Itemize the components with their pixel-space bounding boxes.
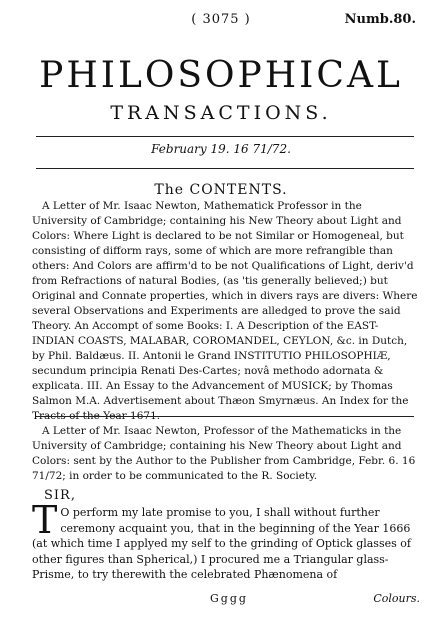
journal-title: PHILOSOPHICAL: [39, 55, 403, 96]
divider-top: [36, 136, 414, 137]
letter-intro-text: A Letter of Mr. Isaac Newton, Professor of the Mathematicks in the University of Cambridge; containing his New Theory about Light and Colors: sent by the Author to the Publisher from Cambridge, Febr. 6. 16 71/72; in order to be communicated to the R. Society.: [32, 425, 416, 482]
divider-contents: [36, 416, 414, 417]
salutation: SIR,: [44, 488, 76, 503]
issue-date: February 19. 16 71/72.: [151, 142, 291, 156]
journal-subtitle: TRANSACTIONS.: [110, 102, 332, 124]
letter-text: O perform my late promise to you, I shall without further ceremony acquaint you, that in the beginning of the Year 1666 (at which time I applyed my self to the grinding of Optick glasses of other figures than Spherical,) I procured me a Triangular glass-Prisme, to try therewith the celebrated Phænomena of: [32, 506, 411, 581]
letter-body: [32, 498, 420, 583]
contents-text: A Letter of Mr. Isaac Newton, Mathematick Professor in the University of Cambridge; containing his New Theory about Light and Colors: Where Light is declared to be not Similar or Homogeneal, but consisting of difform rays, some of which are more refrangible than others: And Colors are affirm'd to be not Qualifications of Light, deriv'd from Refractions of natural Bodies, (as 'tis generally believed;) but Original and Connate properties, which in divers rays are divers: Where several Observations and Experiments are alledged to prove the said Theory. An Accompt of some Books: I. A Description of the EAST-INDIAN COASTS, MALABAR, COROMANDEL, CEYLON, &c. in Dutch, by Phil. Baldæus. II. Antonii le Grand INSTITUTIO PHILOSOPHIÆ, secundum principia Renati Des-Cartes; novâ methodo adornata & explicata. III. An Essay to the Advancement of MUSICK; by Thomas Salmon M.A. Advertisement about Thæon Smyrnæus. An Index for the Tracts of the Year 1671.: [32, 200, 418, 422]
contents-paragraph: [32, 199, 420, 424]
contents-heading: The CONTENTS.: [154, 182, 288, 198]
page-number: ( 3075 ): [191, 12, 251, 27]
signature-mark: Gggg: [210, 592, 248, 605]
divider-date: [36, 168, 414, 169]
drop-cap: T: [32, 498, 58, 542]
issue-number: Numb.80.: [344, 12, 416, 27]
catchword: Colours.: [373, 592, 420, 605]
letter-intro: [32, 424, 420, 484]
